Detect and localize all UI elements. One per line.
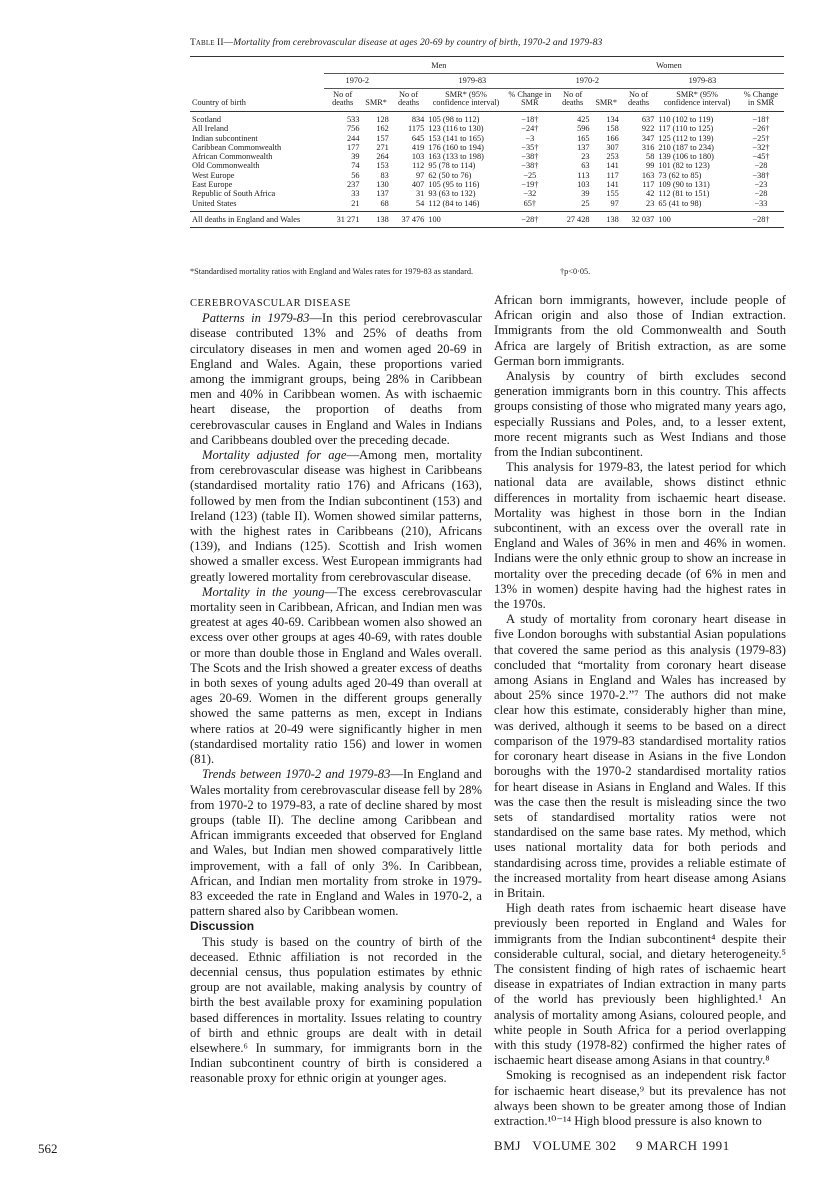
- cell-women-deaths-1979: 23: [646, 198, 655, 208]
- footnote-standardised: *Standardised mortality ratios with England and Wales rates for 1979-83 as standard.: [190, 267, 474, 276]
- footnote-significance: †p<0·05.: [560, 267, 591, 276]
- cell-women-deaths-1979: 163: [641, 170, 655, 180]
- col-women-smr-1970: SMR*: [592, 88, 621, 111]
- cell-women-deaths-1979: 58: [646, 152, 655, 162]
- cell-women-smr-1979: 210 (187 to 234): [658, 142, 714, 152]
- cell-women-change: −18†: [752, 114, 770, 124]
- paragraph-young: [190, 585, 482, 767]
- cell-men-smr-1979: 105 (98 to 112): [428, 114, 480, 124]
- paragraph-age-adjusted: [190, 448, 482, 585]
- total-women-smr-1970: 138: [592, 211, 621, 227]
- men-header: Men: [324, 57, 554, 74]
- cell-women-change: −32†: [752, 142, 770, 152]
- cell-women-change: −26†: [752, 124, 770, 134]
- cell-women-deaths-1979: 99: [646, 161, 655, 171]
- cell-women-smr-1970: 253: [606, 152, 619, 162]
- col-men-smr-ci-1979: SMR* (95% confidence interval): [426, 88, 505, 111]
- paragraph-discussion-4: A study of mortality from coronary heart disease in five London boroughs with substantial Asian populations that covered the same period as this analysis (1979-83) concluded that “mortality from coronary heart disease among Asians in England and Wales has increased by about 25% since 1970-2.”⁷ The authors did not make clear how this estimate, considerably higher than mine, was derived, although it seems to be based on a direct comparison of the 1979-83 standardised mortality ratios for coronary heart disease in Asians in the five London boroughs with the 1970-2 standardised mortality ratios for heart disease in Asians in England and Wales. If this was the case then the result is misleading since the two sets of standardised mortality ratios were not standardised on the same base rates. My method, which uses national mortality data for both periods and standardising across time, provides a reliable estimate of the increased mortality from heart disease among Asians in Britain.: [494, 612, 786, 900]
- cell-men-smr-1979: 112 (84 to 146): [428, 198, 480, 208]
- cell-women-smr-1979: 125 (112 to 139): [658, 133, 714, 143]
- cell-men-deaths-1970: 33: [351, 189, 360, 199]
- cell-women-smr-1970: 141: [606, 179, 619, 189]
- subhead-age-adjusted: Mortality adjusted for age: [202, 448, 347, 463]
- cell-women-deaths-1970: 63: [581, 161, 590, 171]
- total-men-smr-1979: 100: [426, 211, 505, 227]
- cell-women-smr-1979: 139 (106 to 180): [658, 152, 714, 162]
- cell-country: Old Commonwealth: [192, 161, 260, 171]
- cell-women-change: −23: [754, 179, 768, 189]
- cell-women-deaths-1979: 316: [641, 142, 655, 152]
- cell-women-change: −45†: [752, 152, 770, 162]
- cell-men-smr-1970: 153: [376, 161, 389, 171]
- cell-women-deaths-1970: 23: [581, 152, 590, 162]
- cell-country: Republic of South Africa: [192, 189, 276, 199]
- subhead-young: Mortality in the young: [202, 584, 325, 599]
- cell-men-smr-1970: 137: [376, 189, 389, 199]
- cell-women-smr-1979: 109 (90 to 131): [658, 179, 710, 189]
- cell-women-smr-1970: 97: [610, 198, 619, 208]
- cell-country: Indian subcontinent: [192, 133, 258, 143]
- table-body: [190, 111, 784, 211]
- text-patterns: —In this period cerebrovascular disease contributed 13% and 25% of deaths from circulatory diseases in men and women aged 20-69 in England and Wales. Again, these proportions varied among the immigrant groups, being 28% in Caribbean men and 40% in Caribbean women. As with ischaemic heart disease, the proportion of deaths from cerebrovascular causes in England and Wales in Indians and Caribbeans doubled over the preceding decade.: [190, 311, 482, 447]
- cell-men-change: −38†: [521, 161, 539, 171]
- cell-women-smr-1979: 101 (82 to 123): [658, 161, 710, 171]
- cell-men-deaths-1970: 244: [347, 133, 360, 143]
- table-total-row: [190, 211, 784, 227]
- col-men-smr-1970: SMR*: [361, 88, 390, 111]
- cell-women-deaths-1970: 113: [577, 170, 590, 180]
- col-women-deaths-1970: No of deaths: [554, 88, 592, 111]
- cell-men-smr-1979: 62 (50 to 76): [428, 170, 472, 180]
- cell-women-deaths-1979: 347: [641, 133, 655, 143]
- cell-men-deaths-1970: 21: [351, 198, 360, 208]
- cell-women-change: −28: [754, 161, 768, 171]
- cell-women-smr-1970: 117: [606, 170, 619, 180]
- table-row: [190, 171, 784, 180]
- cell-women-deaths-1979: 117: [642, 179, 655, 189]
- table-row: [190, 143, 784, 152]
- cell-women-deaths-1979: 42: [646, 189, 655, 199]
- table-title: Mortality from cerebrovascular disease at ages 20-69 by country of birth, 1970-2 and 1979-83: [233, 38, 603, 48]
- paragraph-discussion-6: Smoking is recognised as an independent risk factor for ischaemic heart disease,⁹ but its prevalence has not always been shown to be greater among those of Indian extraction.¹⁰⁻¹⁴ High blood pressure is also known to: [494, 1068, 786, 1128]
- women-period-1970: 1970-2: [554, 74, 621, 88]
- cell-women-deaths-1970: 25: [581, 198, 590, 208]
- col-men-deaths-1979: No of deaths: [391, 88, 427, 111]
- col-men-deaths-1970: No of deaths: [324, 88, 362, 111]
- cell-men-smr-1970: 271: [376, 142, 389, 152]
- col-men-change: % Change in SMR: [506, 88, 554, 111]
- cell-women-deaths-1979: 922: [641, 124, 655, 134]
- cell-country: United States: [192, 198, 237, 208]
- cell-men-smr-1970: 83: [380, 170, 389, 180]
- cell-men-deaths-1979: 97: [416, 170, 425, 180]
- cell-women-smr-1970: 158: [606, 124, 619, 134]
- cell-men-smr-1970: 264: [376, 152, 389, 162]
- total-men-deaths-1979: 37 476: [391, 211, 427, 227]
- table-row: [190, 161, 784, 170]
- cell-women-smr-1970: 134: [606, 114, 619, 124]
- caption-dash: —: [223, 38, 234, 48]
- paragraph-trends: [190, 767, 482, 919]
- cell-women-deaths-1970: 425: [577, 114, 590, 124]
- cell-women-smr-1979: 112 (81 to 151): [658, 189, 710, 199]
- table-row: [190, 124, 784, 133]
- discussion-heading: Discussion: [190, 919, 255, 934]
- cell-women-deaths-1970: 165: [577, 133, 590, 143]
- cell-country: West Europe: [192, 170, 235, 180]
- cell-men-smr-1970: 130: [376, 179, 389, 189]
- cell-country: All Ireland: [192, 124, 229, 134]
- cell-women-smr-1970: 307: [606, 142, 619, 152]
- cell-women-smr-1979: 110 (102 to 119): [658, 114, 714, 124]
- cell-country: East Europe: [192, 179, 233, 189]
- cell-men-smr-1979: 93 (63 to 132): [428, 189, 476, 199]
- table-caption: [190, 38, 602, 48]
- text-age-adjusted: —Among men, mortality from cerebrovascular disease was highest in Caribbeans (standardised mortality ratio 176) and Africans (163), followed by men from the Indian subcontinent (153) and Ireland (123) (table II). Women showed similar patterns, with the highest rates in Caribbeans (210), Africans (139), and Indians (125). Scottish and Irish women showed a smaller excess. West European immigrants had greatly lowered mortality from cerebrovascular disease.: [190, 448, 483, 584]
- cell-women-deaths-1970: 39: [581, 189, 590, 199]
- cell-men-smr-1979: 163 (133 to 198): [428, 152, 484, 162]
- men-period-1970: 1970-2: [324, 74, 391, 88]
- total-men-deaths-1970: 31 271: [324, 211, 362, 227]
- col-women-smr-ci-1979: SMR* (95% confidence interval): [656, 88, 738, 111]
- total-women-change: −28†: [738, 211, 784, 227]
- cell-men-deaths-1970: 39: [351, 152, 360, 162]
- table-corner: [190, 57, 324, 74]
- cell-men-smr-1970: 128: [376, 114, 389, 124]
- table-row: [190, 180, 784, 189]
- cell-country: Caribbean Commonwealth: [192, 142, 282, 152]
- cell-women-smr-1979: 65 (41 to 98): [658, 198, 702, 208]
- col-country: Country of birth: [190, 88, 324, 111]
- total-women-deaths-1979: 32 037: [621, 211, 657, 227]
- subhead-patterns: Patterns in 1979-83: [202, 311, 310, 326]
- journal-footer: BMJ VOLUME 302 9 MARCH 1991: [494, 1138, 730, 1153]
- cell-women-smr-1970: 166: [606, 133, 619, 143]
- cell-men-change: −25: [523, 170, 537, 180]
- cell-country: African Commonwealth: [192, 152, 273, 162]
- cell-men-deaths-1979: 103: [411, 152, 425, 162]
- cell-women-change: −25†: [752, 133, 770, 143]
- col-women-change: % Change in SMR: [738, 88, 784, 111]
- cell-men-smr-1979: 95 (78 to 114): [428, 161, 476, 171]
- cell-women-deaths-1979: 637: [641, 114, 655, 124]
- cell-women-smr-1970: 155: [606, 189, 619, 199]
- table-row: [190, 199, 784, 212]
- cell-men-change: 65†: [523, 198, 537, 208]
- cell-men-deaths-1979: 1175: [408, 124, 425, 134]
- cell-men-smr-1979: 153 (141 to 165): [428, 133, 484, 143]
- men-period-1979: 1979-83: [391, 74, 554, 88]
- cell-women-change: −33: [754, 198, 768, 208]
- cell-men-smr-1970: 68: [380, 198, 389, 208]
- subhead-trends: Trends between 1970-2 and 1979-83: [202, 767, 391, 782]
- paragraph-discussion-3: This analysis for 1979-83, the latest period for which national data are available, shows distinct ethnic differences in mortality from ischaemic heart disease. Mortality was highest in those born in the Indian subcontinent, with an excess over the overall rate in England and Wales of 36% in men and 46% in women. Indians were the only ethnic group to show an increase in mortality over the preceding decade (of 6% in men and 13% in women) despite having had the highest rates in the 1970s.: [494, 460, 786, 612]
- cell-men-change: −32: [523, 189, 537, 199]
- table-row: [190, 111, 784, 124]
- cell-men-change: −38†: [521, 152, 539, 162]
- cell-women-smr-1970: 141: [606, 161, 619, 171]
- cell-women-deaths-1970: 596: [577, 124, 590, 134]
- right-column: [494, 293, 786, 1129]
- cell-women-deaths-1970: 103: [577, 179, 590, 189]
- cell-men-deaths-1979: 645: [411, 133, 425, 143]
- cell-women-smr-1979: 117 (110 to 125): [658, 124, 714, 134]
- left-column: [190, 296, 482, 1087]
- cell-men-change: −24†: [521, 124, 539, 134]
- total-men-change: −28†: [506, 211, 554, 227]
- table-label: Table II: [190, 38, 224, 48]
- cell-men-change: −35†: [521, 142, 539, 152]
- cell-men-deaths-1979: 112: [412, 161, 425, 171]
- cell-men-deaths-1970: 533: [347, 114, 360, 124]
- cell-men-smr-1970: 157: [376, 133, 389, 143]
- cell-men-smr-1970: 162: [376, 124, 389, 134]
- cell-men-deaths-1970: 756: [347, 124, 360, 134]
- total-men-smr-1970: 138: [361, 211, 390, 227]
- paragraph-discussion-1: This study is based on the country of birth of the deceased. Ethnic affiliation is not recorded in the decennial census, thus population estimates by ethnic group are not available, making analysis by country of birth the best available proxy for examining population based differences in mortality. Issues relating to country of birth and ethnic groups are dealt with in detail elsewhere.⁶ In summary, for immigrants born in the Indian subcontinent country of birth is considered a reasonable proxy for ethnic origin at younger ages.: [190, 934, 482, 1086]
- cell-women-change: −28: [754, 189, 768, 199]
- table-row: [190, 189, 784, 198]
- cell-men-deaths-1979: 31: [416, 189, 425, 199]
- total-women-smr-1979: 100: [656, 211, 738, 227]
- cell-men-deaths-1970: 177: [347, 142, 360, 152]
- cell-men-change: −18†: [521, 114, 539, 124]
- cell-men-deaths-1979: 419: [411, 142, 425, 152]
- cell-women-change: −38†: [752, 170, 770, 180]
- paragraph-discussion-1-cont: African born immigrants, however, include people of African origin and also those of Indian extraction. Immigrants from the old Commonwealth and South Africa are largely of British extraction, as are some German born immigrants.: [494, 293, 786, 368]
- mortality-table: [190, 56, 784, 228]
- total-country: All deaths in England and Wales: [190, 211, 324, 227]
- cell-women-smr-1979: 73 (62 to 85): [658, 170, 702, 180]
- text-trends: —In England and Wales mortality from cerebrovascular disease fell by 28% from 1970-2 to 1979-83, a rate of decline shared by most groups (table II). The decline among Caribbean and African immigrants exceeded that observed for England and Wales, but Indian men showed comparatively little improvement, with a fall of only 3%. In Caribbean, African, and Indian men mortality from stroke in 1979-83 exceeded the rate in England and Wales in 1970-2, a pattern shared also by Caribbean women.: [190, 767, 482, 919]
- cell-men-deaths-1979: 834: [411, 114, 425, 124]
- table-row: [190, 134, 784, 143]
- table-row: [190, 152, 784, 161]
- cell-men-smr-1979: 105 (95 to 116): [428, 179, 480, 189]
- cell-men-deaths-1970: 74: [351, 161, 360, 171]
- cell-men-change: −19†: [521, 179, 539, 189]
- cell-men-smr-1979: 123 (116 to 130): [428, 124, 484, 134]
- total-women-deaths-1970: 27 428: [554, 211, 592, 227]
- paragraph-discussion-2: Analysis by country of birth excludes second generation immigrants born in this country. This affects groups consisting of those who migrated many years ago, especially Russians and Poles, and, to a lesser extent, more recent migrants such as West Indians and those from the Indian subcontinent.: [494, 369, 786, 460]
- cell-women-deaths-1970: 137: [577, 142, 590, 152]
- text-young: —The excess cerebrovascular mortality seen in Caribbean, African, and Indian men was greatest at ages 40-69. Caribbean women also showed an excess over other groups at ages 40-69, with rates double or more than double those in England and Wales overall. The Scots and the Irish showed a greater excess of deaths in both sexes of young adults aged 20-49 than overall at ages 20-69. Women in the different groups generally showed the same patterns as men, except in Indians where ratios at 20-49 were significantly higher in men (standardised mortality ratio 156) and lower in women (81).: [190, 584, 482, 767]
- women-period-1979: 1979-83: [621, 74, 784, 88]
- section-heading: CEREBROVASCULAR DISEASE: [190, 298, 351, 309]
- cell-men-deaths-1970: 237: [347, 179, 360, 189]
- cell-men-smr-1979: 176 (160 to 194): [428, 142, 484, 152]
- paragraph-patterns: [190, 311, 482, 448]
- women-header: Women: [554, 57, 784, 74]
- cell-men-deaths-1979: 54: [416, 198, 425, 208]
- cell-country: Scotland: [192, 114, 222, 124]
- cell-men-deaths-1970: 56: [351, 170, 360, 180]
- col-women-deaths-1979: No of deaths: [621, 88, 657, 111]
- cell-men-deaths-1979: 407: [411, 179, 425, 189]
- paragraph-discussion-5: High death rates from ischaemic heart disease have previously been reported in England and Wales for immigrants from the Indian subcontinent⁴ despite their considerable cultural, social, and dietary heterogeneity.⁵ The consistent finding of high rates of ischaemic heart disease in expatriates of Indian extraction in many parts of the world has previously been highlighted.¹ An analysis of mortality among Asians, coloured people, and white people in South Africa for a period overlapping with this study (1978-82) confirmed the higher rates of ischaemic heart disease among Asians in that country.⁸: [494, 901, 786, 1068]
- page-number: 562: [38, 1141, 58, 1156]
- cell-men-change: −3: [525, 133, 535, 143]
